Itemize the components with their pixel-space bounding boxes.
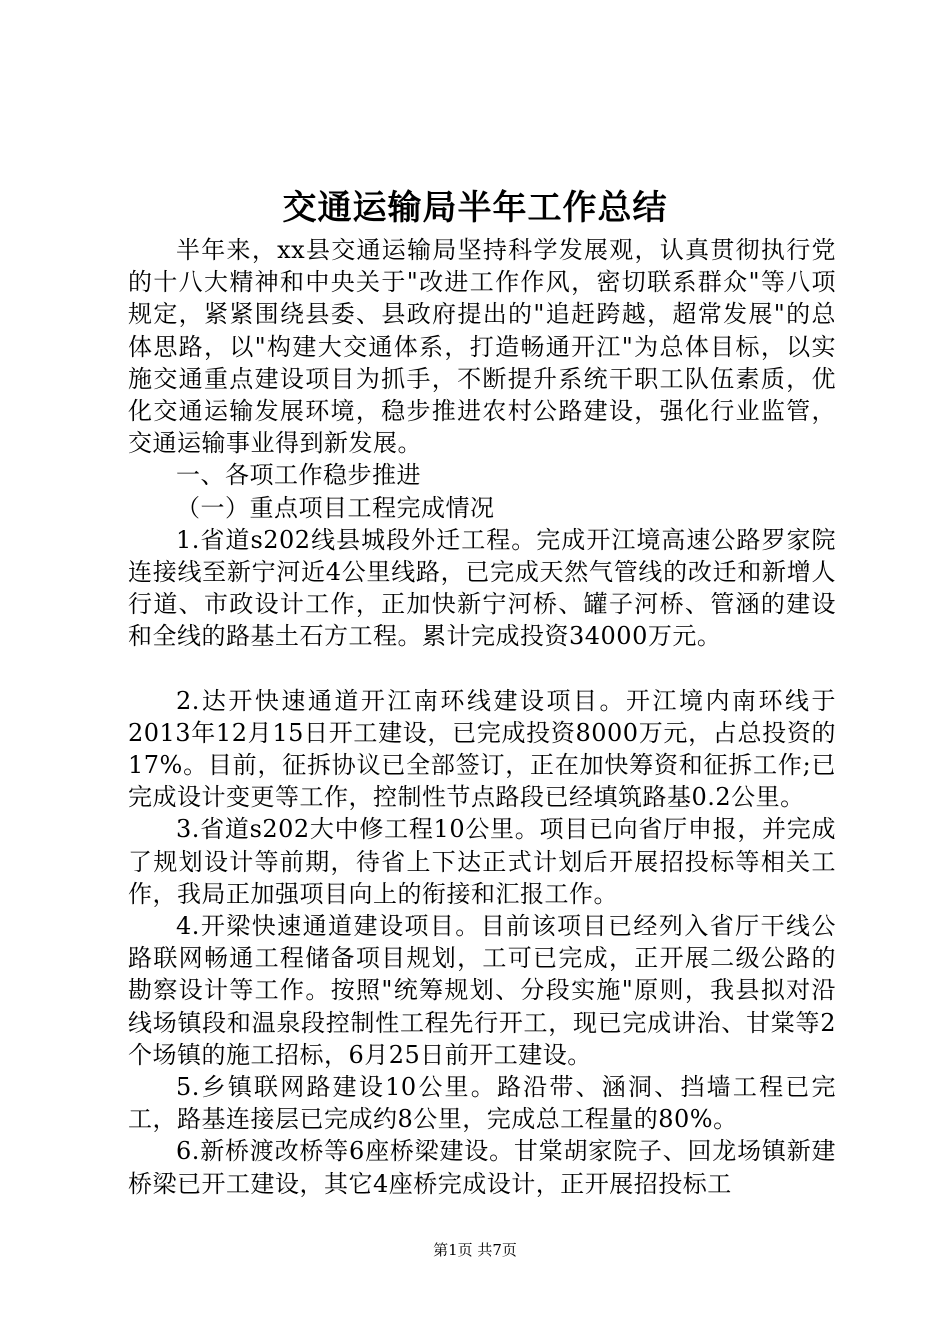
document-title: 交通运输局半年工作总结 bbox=[282, 188, 668, 228]
document-body bbox=[128, 234, 836, 1200]
section-heading: 一、各项工作稳步推进 bbox=[176, 461, 421, 490]
item-paragraph-2: 2.达开快速通道开江南环线建设项目。开江境内南环线于2013年12月15日开工建设，已完成投资8000万元，占总投资的17%。目前，征拆协议已全部签订，正在加快筹资和征拆工作;已完成设计变更等工作，控制性节点路段已经填筑路基0.2公里。 bbox=[128, 686, 836, 812]
item-paragraph-4: 4.开梁快速通道建设项目。目前该项目已经列入省厅干线公路联网畅通工程储备项目规划，工可已完成，正开展二级公路的勘察设计等工作。按照"统筹规划、分段实施"原则，我县拟对沿线场镇段和温泉段控制性工程先行开工，现已完成讲治、甘棠等2个场镇的施工招标，6月25日前开工建设。 bbox=[128, 912, 836, 1069]
page-number: 第1页 共7页 bbox=[433, 1241, 517, 1259]
item-paragraph-3: 3.省道s202大中修工程10公里。项目已向省厅申报，并完成了规划设计等前期，待省上下达正式计划后开展招投标等相关工作，我局正加强项目向上的衔接和汇报工作。 bbox=[128, 815, 836, 908]
intro-paragraph: 半年来，xx县交通运输局坚持科学发展观，认真贯彻执行党的十八大精神和中央关于"改进工作作风，密切联系群众"等八项规定，紧紧围绕县委、县政府提出的"追赶跨越，超常发展"的总体思路，以"构建大交通体系，打造畅通开江"为总体目标，以实施交通重点建设项目为抓手，不断提升系统干职工队伍素质，优化交通运输发展环境，稳步推进农村公路建设，强化行业监管，交通运输事业得到新发展。 bbox=[128, 236, 836, 458]
item-paragraph-6: 6.新桥渡改桥等6座桥梁建设。甘棠胡家院子、回龙场镇新建桥梁已开工建设，其它4座桥完成设计，正开展招投标工 bbox=[128, 1137, 836, 1198]
subsection-heading: （一）重点项目工程完成情况 bbox=[176, 493, 495, 522]
item-paragraph-5: 5.乡镇联网路建设10公里。路沿带、涵洞、挡墙工程已完工，路基连接层已完成约8公里，完成总工程量的80%。 bbox=[128, 1073, 836, 1134]
item-paragraph-1: 1.省道s202线县城段外迁工程。完成开江境高速公路罗家院连接线至新宁河近4公里线路，已完成天然气管线的改迁和新增人行道、市政设计工作，正加快新宁河桥、罐子河桥、管涵的建设和全线的路基土石方工程。累计完成投资34000万元。 bbox=[128, 525, 836, 651]
